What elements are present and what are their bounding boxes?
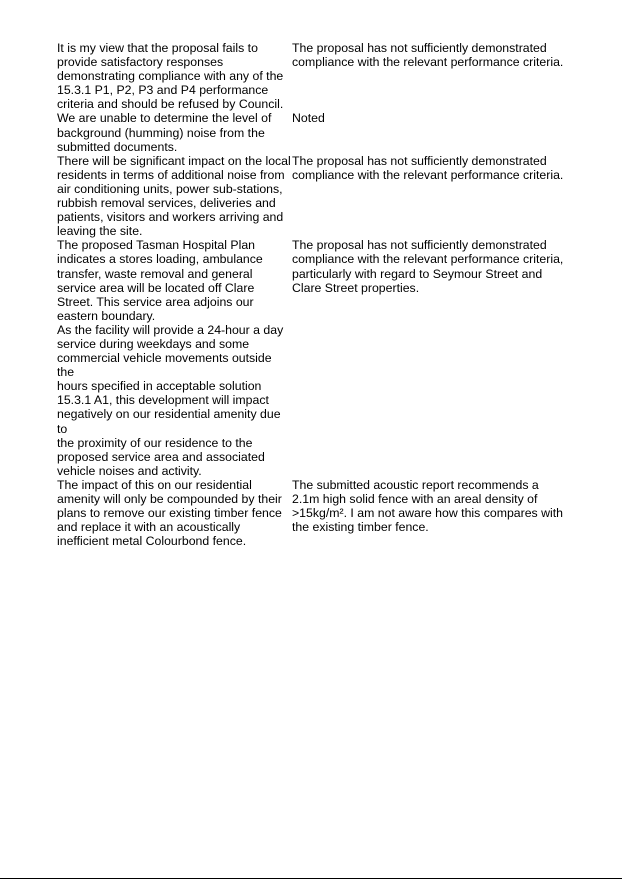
concern-text: The proposed Tasman Hospital Plan indicates a stores loading, ambulance transfer, waste removal and general service area will be located off Clare Street. This service area adjoins our eastern boundary. As the facility will provide a 24-hour a day service during weekdays and some commercial vehicle movements outside the hours specified in acceptable solution 15.3.1 A1, this development will impact negatively on our residential amenity due to the proximity of our residence to the proposed service area and associated vehicle noises and activity.	[57, 238, 284, 478]
concern-text: There will be significant impact on the local residents in terms of additional noise from air conditioning units, power sub-stations, rubbish removal services, deliveries and patients, visitors and workers arriving and leaving the site.	[57, 153, 291, 239]
table-row	[57, 111, 577, 153]
response-text: The submitted acoustic report recommends a 2.1m high solid fence with an areal density of >15kg/m². I am not aware how this compares with the existing timber fence.	[292, 477, 563, 535]
page-bottom-rule	[0, 878, 622, 879]
table-row	[57, 238, 577, 478]
response-text: The proposal has not sufficiently demonstrated compliance with the relevant performance criteria.	[292, 153, 564, 182]
table-row	[57, 154, 577, 239]
comments-table	[57, 41, 577, 548]
response-text: The proposal has not sufficiently demonstrated compliance with the relevant performance criteria.	[292, 41, 564, 70]
response-text: Noted	[292, 111, 325, 126]
concern-text: The impact of this on our residential amenity will only be compounded by their plans to remove our existing timber fence and replace it with an acoustically inefficient metal Colourbond fence.	[57, 477, 282, 549]
response-text: The proposal has not sufficiently demonstrated compliance with the relevant performance criteria, particularly with regard to Seymour Street and Clare Street properties.	[292, 238, 564, 295]
concern-text: We are unable to determine the level of background (humming) noise from the submitted documents.	[57, 111, 272, 154]
table-row	[57, 478, 577, 548]
table-row	[57, 41, 577, 111]
concern-text: It is my view that the proposal fails to provide satisfactory responses demonstrating compliance with any of the 15.3.1 P1, P2, P3 and P4 performance criteria and should be refused by Council.	[57, 41, 284, 112]
